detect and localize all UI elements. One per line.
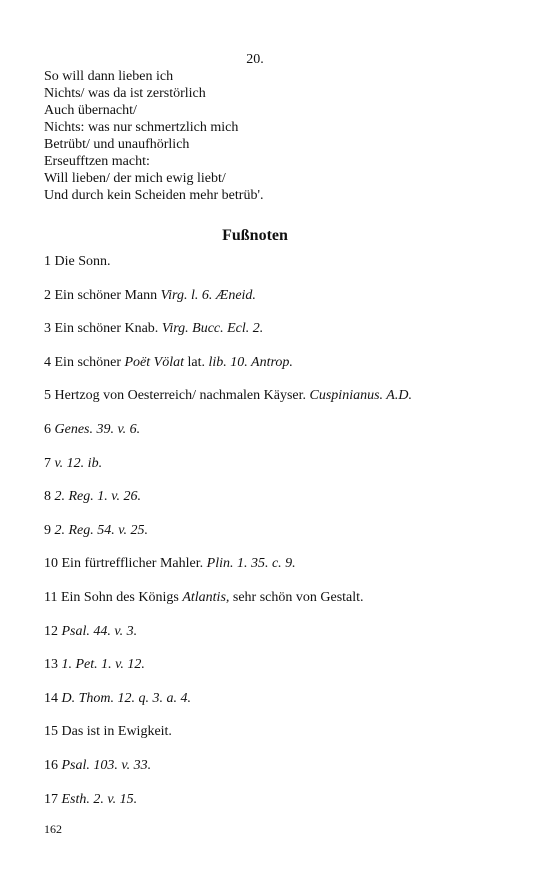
footnote-reference: D. Thom. 12. q. 3. a. 4.: [61, 690, 192, 706]
footnote-number: 7: [44, 455, 51, 471]
footnote-item: [44, 723, 524, 740]
footnote-item: [44, 387, 524, 404]
footnote-reference: Virg. l. 6. Æneid.: [160, 287, 256, 303]
footnote-number: 1: [44, 254, 51, 269]
footnote-number: 10: [44, 556, 58, 572]
verse-line: So will dann lieben ich: [44, 69, 174, 84]
footnote-text: Hertzog von Oesterreich/ nachmalen Käyser.: [54, 388, 310, 404]
footnote-item: [44, 522, 524, 539]
footnote-item: [44, 656, 524, 673]
footnote-reference: Plin. 1. 35. c. 9.: [206, 556, 296, 572]
footnote-item: [44, 287, 524, 304]
footnote-number: 16: [44, 757, 58, 773]
footnote-reference: 2. Reg. 1. v. 26.: [54, 489, 141, 505]
footnote-item: [44, 354, 524, 371]
footnote-number: 12: [44, 623, 58, 639]
footnote-number: 2: [44, 287, 51, 303]
footnote-number: 13: [44, 657, 58, 673]
footnote-text: Ein fürtrefflicher Mahler.: [61, 556, 207, 572]
footnote-item: [44, 690, 524, 707]
footnote-item: [44, 455, 524, 472]
footnotes-heading: Fußnoten: [222, 227, 288, 244]
verse-line: Will lieben/ der mich ewig liebt/: [44, 171, 226, 186]
verse-line: Nichts/ was da ist zerstörlich: [44, 86, 206, 101]
footnote-text: Die Sonn.: [54, 254, 111, 269]
footnote-number: 5: [44, 388, 51, 404]
footnote-text: lat.: [183, 354, 209, 370]
footnote-text: Ein schöner Knab.: [54, 321, 162, 337]
footnote-number: 9: [44, 522, 51, 538]
footnote-reference: Psal. 103. v. 33.: [61, 757, 152, 773]
footnote-item: [44, 757, 524, 774]
page-number: 162: [44, 822, 62, 836]
footnote-number: 4: [44, 354, 51, 370]
footnote-item: [44, 589, 524, 606]
footnote-reference: Genes. 39. v. 6.: [54, 421, 141, 437]
footnote-item: [44, 623, 524, 640]
footnote-number: 17: [44, 791, 58, 807]
footnote-reference: Virg. Bucc. Ecl. 2.: [161, 321, 264, 337]
footnote-item: [44, 791, 524, 808]
footnote-text: Ein schöner Mann: [54, 287, 161, 303]
verse-line: Nichts: was nur schmertzlich mich: [44, 120, 239, 135]
footnote-reference: v. 12. ib.: [54, 455, 103, 471]
footnote-item: [44, 253, 524, 270]
footnote-reference: Poët Völat: [124, 354, 184, 370]
footnote-reference: 1. Pet. 1. v. 12.: [61, 657, 145, 673]
verse-line: Und durch kein Scheiden mehr betrüb'.: [44, 188, 264, 203]
footnote-reference: Psal. 44. v. 3.: [61, 623, 138, 639]
footnote-text: Das ist in Ewigkeit.: [61, 724, 172, 740]
footnote-number: 15: [44, 724, 58, 740]
footnote-number: 11: [44, 589, 58, 605]
footnote-reference: 2. Reg. 54. v. 25.: [54, 522, 148, 538]
poem-stanza: [44, 68, 514, 204]
stanza-number: 20.: [246, 52, 264, 67]
footnotes-list: [44, 253, 524, 824]
footnote-item: [44, 488, 524, 505]
footnote-number: 8: [44, 489, 51, 505]
footnote-reference: Atlantis,: [182, 589, 230, 605]
footnote-reference: Esth. 2. v. 15.: [61, 791, 138, 807]
footnote-item: [44, 421, 524, 438]
footnote-item: [44, 555, 524, 572]
footnote-number: 14: [44, 690, 58, 706]
footnote-number: 6: [44, 421, 51, 437]
footnote-text: Ein schöner: [54, 354, 125, 370]
verse-line: Betrübt/ und unaufhörlich: [44, 137, 190, 152]
footnote-item: [44, 320, 524, 337]
footnote-text: sehr schön von Gestalt.: [229, 589, 364, 605]
verse-line: Erseufftzen macht:: [44, 154, 150, 169]
footnote-reference: lib. 10. Antrop.: [208, 354, 293, 370]
footnote-reference: Cuspinianus. A.D.: [309, 388, 412, 404]
verse-line: Auch übernacht/: [44, 103, 137, 118]
footnote-text: Ein Sohn des Königs: [60, 589, 183, 605]
footnote-number: 3: [44, 321, 51, 337]
